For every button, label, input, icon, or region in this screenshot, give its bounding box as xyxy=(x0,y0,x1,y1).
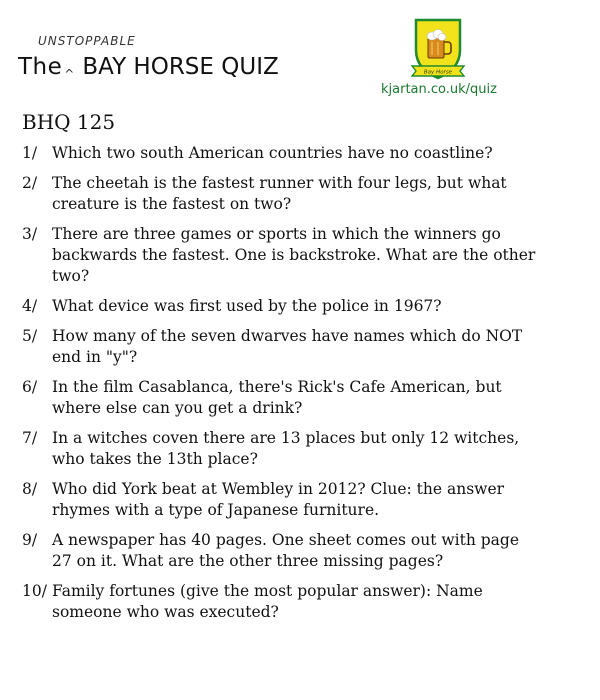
question-text: There are three games or sports in which the winners go backwards the fastest. One is backstroke. What are the other two? xyxy=(52,225,536,285)
question-number: 9/ xyxy=(22,531,38,549)
question-item xyxy=(22,581,542,623)
question-item xyxy=(22,479,542,521)
question-text: Who did York beat at Wembley in 2012? Clue: the answer rhymes with a type of Japanese furniture. xyxy=(52,480,505,519)
question-list xyxy=(22,143,542,632)
quiz-brand-title xyxy=(18,54,279,81)
logo-banner-text: Bay Horse xyxy=(423,69,453,76)
question-number: 2/ xyxy=(22,174,38,192)
question-item xyxy=(22,326,542,368)
question-number: 3/ xyxy=(22,225,38,243)
quiz-title: BHQ 125 xyxy=(22,110,116,134)
question-number: 8/ xyxy=(22,480,38,498)
question-text: What device was first used by the police in 1967? xyxy=(52,297,442,315)
question-text: Family fortunes (give the most popular answer): Name someone who was executed? xyxy=(52,582,483,621)
question-item xyxy=(22,530,542,572)
question-number: 7/ xyxy=(22,429,38,447)
question-item xyxy=(22,143,542,164)
question-text: In a witches coven there are 13 places but only 12 witches, who takes the 13th place? xyxy=(52,429,520,468)
question-number: 4/ xyxy=(22,297,38,315)
brand-the: The xyxy=(18,54,63,80)
question-number: 5/ xyxy=(22,327,38,345)
question-number: 6/ xyxy=(22,378,38,396)
question-item xyxy=(22,173,542,215)
insert-caret: ^ xyxy=(64,67,75,81)
question-text: The cheetah is the fastest runner with four legs, but what creature is the fastest on two? xyxy=(52,174,507,213)
unstoppable-label: UNSTOPPABLE xyxy=(38,34,136,48)
question-text: Which two south American countries have no coastline? xyxy=(52,144,493,162)
question-item xyxy=(22,296,542,317)
question-text: A newspaper has 40 pages. One sheet comes out with page 27 on it. What are the other three missing pages? xyxy=(52,531,519,570)
question-item xyxy=(22,428,542,470)
question-item xyxy=(22,224,542,287)
question-number: 10/ xyxy=(22,582,47,600)
question-text: In the film Casablanca, there's Rick's Cafe American, but where else can you get a drink? xyxy=(52,378,502,417)
question-number: 1/ xyxy=(22,144,38,162)
bay-horse-logo-icon xyxy=(408,16,468,84)
question-item xyxy=(22,377,542,419)
question-text: How many of the seven dwarves have names which do NOT end in "y"? xyxy=(52,327,523,366)
site-link[interactable]: kjartan.co.uk/quiz xyxy=(381,82,497,97)
brand-quiz-name: BAY HORSE QUIZ xyxy=(82,54,279,80)
